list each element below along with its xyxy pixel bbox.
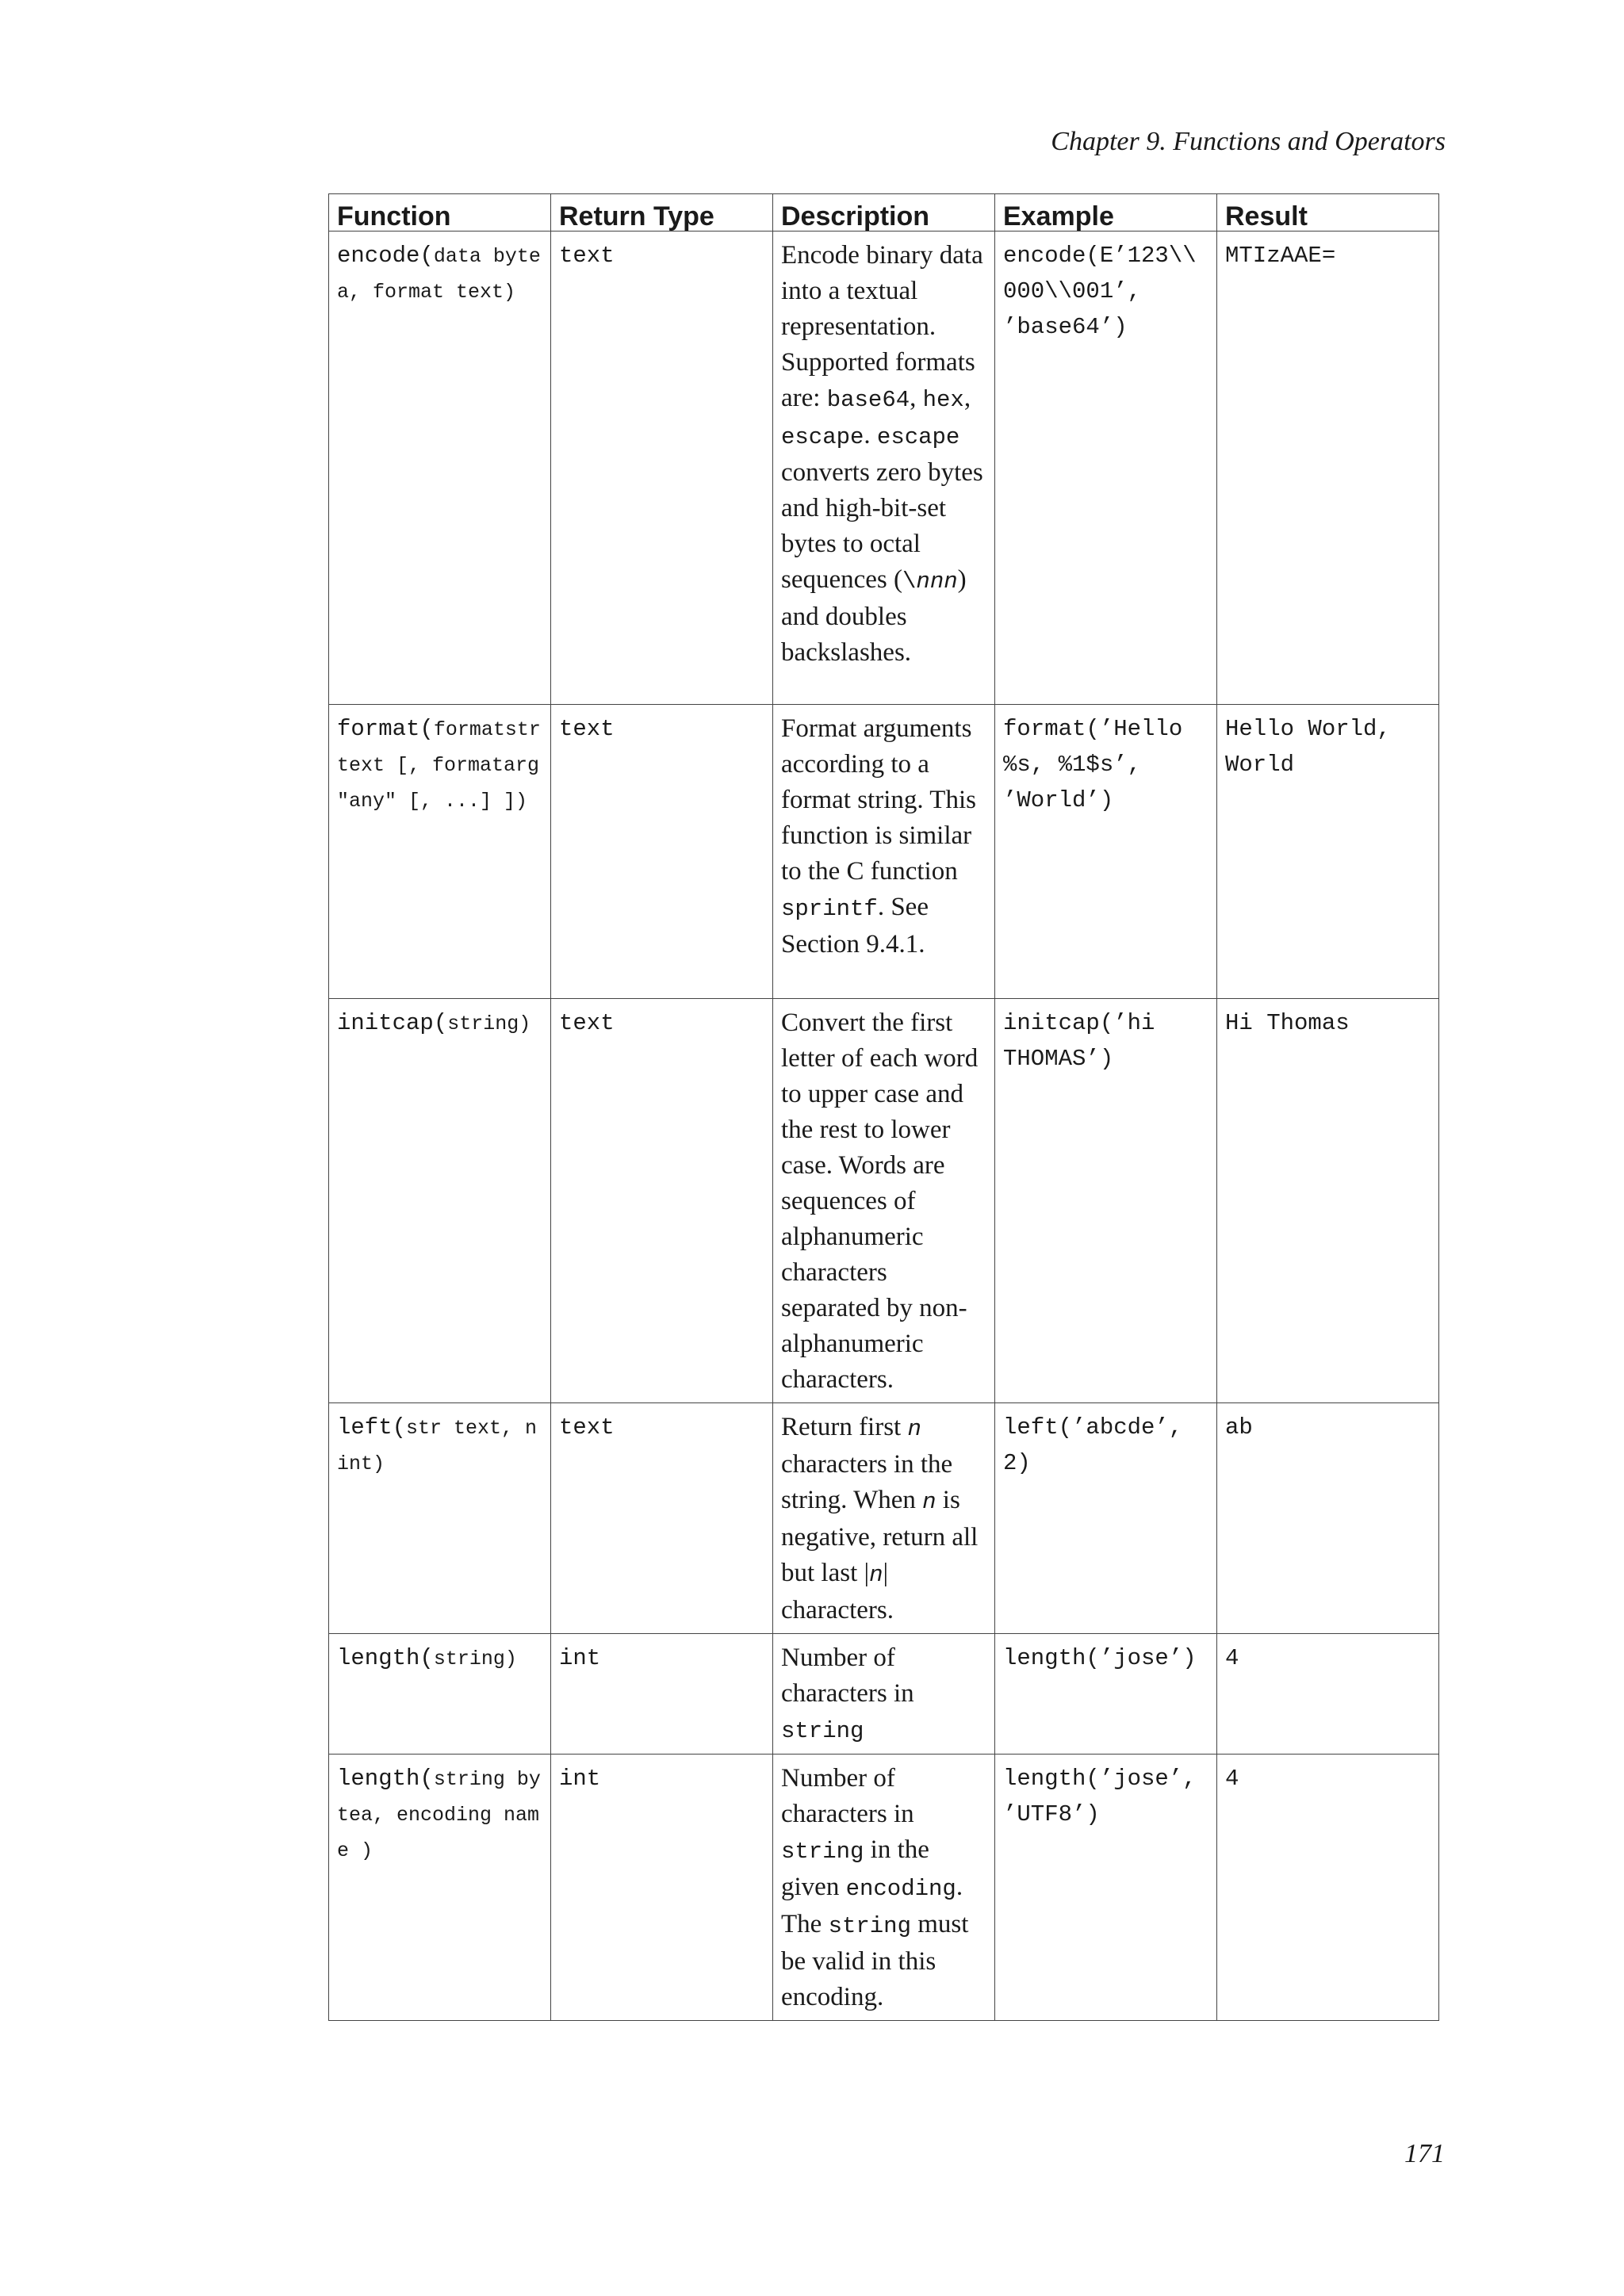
result-cell: 4 bbox=[1217, 1755, 1439, 2021]
result-cell: Hi Thomas bbox=[1217, 999, 1439, 1403]
example-cell: left(’abcde’, 2) bbox=[995, 1403, 1217, 1634]
table-row bbox=[329, 1403, 1439, 1634]
column-header-example: Example bbox=[995, 194, 1217, 232]
result-cell: ab bbox=[1217, 1403, 1439, 1634]
description-cell: Format arguments according to a format string. This function is similar to the C function sprintf. See Section 9.4.1. bbox=[773, 705, 995, 999]
description-cell: Return first n characters in the string. When n is negative, return all but last |n| characters. bbox=[773, 1403, 995, 1634]
result-cell: 4 bbox=[1217, 1634, 1439, 1755]
function-cell: length(string) bbox=[329, 1634, 551, 1755]
column-header-result: Result bbox=[1217, 194, 1439, 232]
example-cell: length(’jose’, ’UTF8’) bbox=[995, 1755, 1217, 2021]
example-cell: format(’Hello %s, %1$s’, ’World’) bbox=[995, 705, 1217, 999]
description-cell: Convert the first letter of each word to upper case and the rest to lower case. Words are sequences of alphanumeric characters separated by non-alphanumeric characters. bbox=[773, 999, 995, 1403]
function-cell: length(string bytea, encoding name ) bbox=[329, 1755, 551, 2021]
example-cell: initcap(’hi THOMAS’) bbox=[995, 999, 1217, 1403]
table-row bbox=[329, 1634, 1439, 1755]
return-type-cell: int bbox=[551, 1755, 773, 2021]
functions-table bbox=[328, 193, 1439, 2021]
table-row bbox=[329, 232, 1439, 705]
return-type-cell: int bbox=[551, 1634, 773, 1755]
table-row bbox=[329, 1755, 1439, 2021]
column-header-return-type: Return Type bbox=[551, 194, 773, 232]
function-cell: encode(data bytea, format text) bbox=[329, 232, 551, 705]
table-row bbox=[329, 705, 1439, 999]
return-type-cell: text bbox=[551, 232, 773, 705]
example-cell: encode(E’123\\000\\001’, ’base64’) bbox=[995, 232, 1217, 705]
description-cell: Number of characters in string in the given encoding. The string must be valid in this encoding. bbox=[773, 1755, 995, 2021]
description-cell: Number of characters in string bbox=[773, 1634, 995, 1755]
result-cell: Hello World, World bbox=[1217, 705, 1439, 999]
table-header-row bbox=[329, 194, 1439, 232]
chapter-header: Chapter 9. Functions and Operators bbox=[1051, 127, 1446, 156]
result-cell: MTIzAAE= bbox=[1217, 232, 1439, 705]
description-cell: Encode binary data into a textual representation. Supported formats are: base64, hex, escape. escape converts zero bytes and high-bit-set bytes to octal sequences (\nnn) and doubles backslashes. bbox=[773, 232, 995, 705]
function-cell: initcap(string) bbox=[329, 999, 551, 1403]
return-type-cell: text bbox=[551, 705, 773, 999]
column-header-function: Function bbox=[329, 194, 551, 232]
table-row bbox=[329, 999, 1439, 1403]
return-type-cell: text bbox=[551, 999, 773, 1403]
example-cell: length(’jose’) bbox=[995, 1634, 1217, 1755]
column-header-description: Description bbox=[773, 194, 995, 232]
return-type-cell: text bbox=[551, 1403, 773, 1634]
function-cell: format(formatstr text [, formatarg "any" [, ...] ]) bbox=[329, 705, 551, 999]
function-cell: left(str text, n int) bbox=[329, 1403, 551, 1634]
page-number: 171 bbox=[1404, 2139, 1445, 2168]
